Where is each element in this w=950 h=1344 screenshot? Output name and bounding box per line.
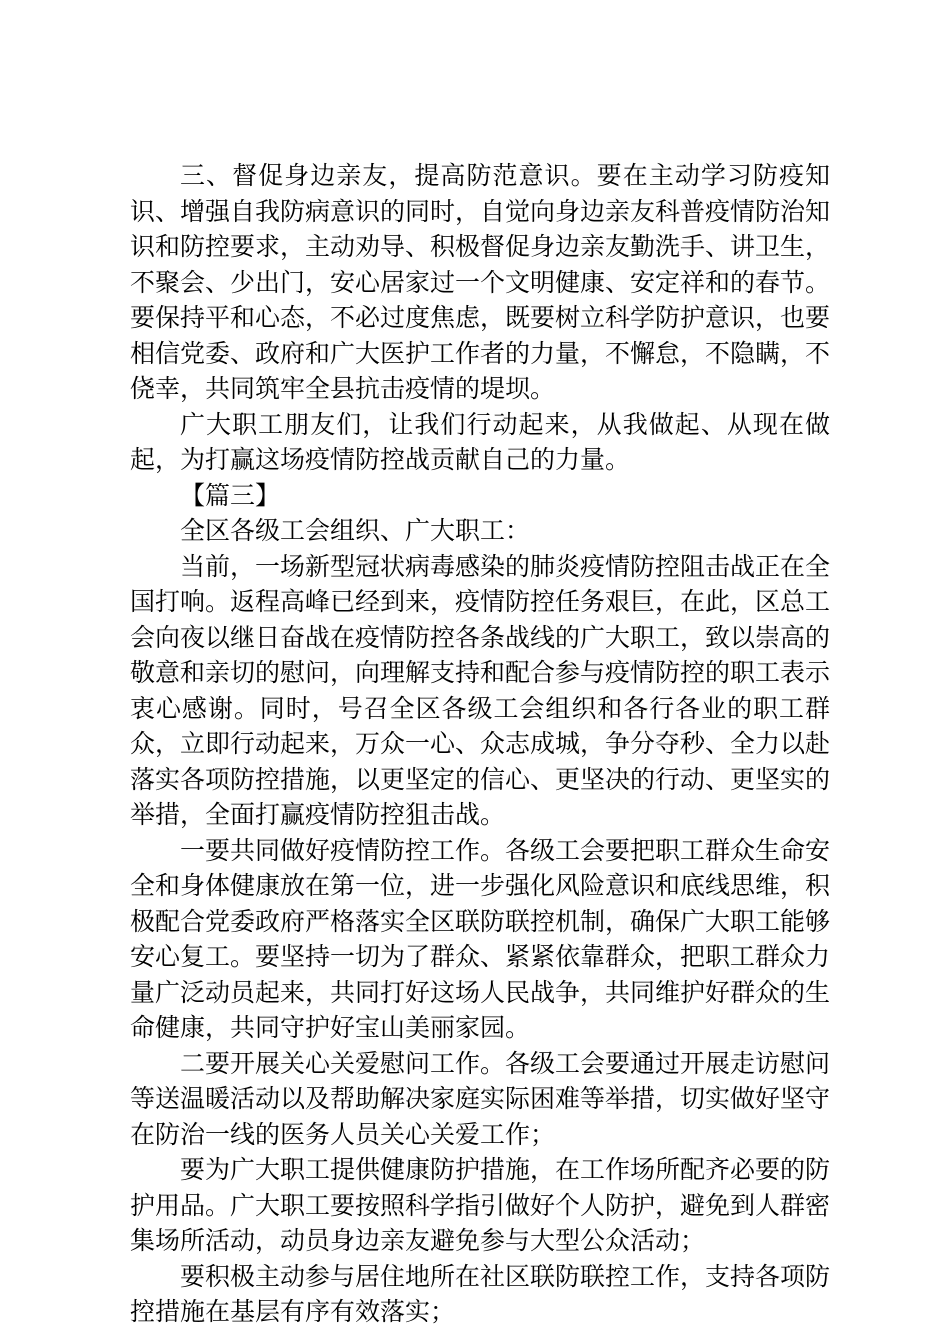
paragraph-protection: 要为广大职工提供健康防护措施，在工作场所配齐必要的防护用品。广大职工要按照科学指引做好个人防护，避免到人群密集场所活动，动员身边亲友避免参与大型公众活动； bbox=[130, 1155, 831, 1255]
paragraph-introduction: 当前，一场新型冠状病毒感染的肺炎疫情防控阻击战正在全国打响。返程高峰已经到来，疫情防控任务艰巨，在此，区总工会向夜以继日奋战在疫情防控各条战线的广大职工，致以崇高的敬意和亲切的慰问，向理解支持和配合参与疫情防控的职工表示衷心感谢。同时，号召全区各级工会组织和各行各业的职工群众，立即行动起来，万众一心、众志成城，争分夺秒、全力以赴落实各项防控措施，以更坚定的信心、更坚决的行动、更坚实的举措，全面打赢疫情防控狙击战。 bbox=[130, 551, 831, 829]
paragraph-point-two: 二要开展关心关爱慰问工作。各级工会要通过开展走访慰问等送温暖活动以及帮助解决家庭实际困难等举措，切实做好坚守在防治一线的医务人员关心关爱工作； bbox=[130, 1048, 831, 1149]
paragraph-point-one: 一要共同做好疫情防控工作。各级工会要把职工群众生命安全和身体健康放在第一位，进一步强化风险意识和底线思维，积极配合党委政府严格落实全区联防联控机制，确保广大职工能够安心复工。要坚持一切为了群众、紧紧依靠群众，把职工群众力量广泛动员起来，共同打好这场人民战争，共同维护好群众的生命健康，共同守护好宝山美丽家园。 bbox=[130, 835, 831, 1042]
paragraph-call-to-action: 广大职工朋友们，让我们行动起来，从我做起、从现在做起，为打赢这场疫情防控战贡献自己的力量。 bbox=[130, 409, 830, 474]
paragraph-awareness: 三、督促身边亲友，提高防范意识。要在主动学习防疫知识、增强自我防病意识的同时，自觉向身边亲友科普疫情防治知识和防控要求，主动劝导、积极督促身边亲友勤洗手、讲卫生，不聚会、少出门，安心居家过一个文明健康、安定祥和的春节。要保持平和心态，不必过度焦虑，既要树立科学防护意识，也要相信党委、政府和广大医护工作者的力量，不懈怠，不隐瞒，不侥幸，共同筑牢全县抗击疫情的堤坝。 bbox=[130, 161, 831, 403]
paragraph-community: 要积极主动参与居住地所在社区联防联控工作，支持各项防控措施在基层有序有效落实； bbox=[130, 1261, 831, 1326]
salutation: 全区各级工会组织、广大职工： bbox=[180, 516, 531, 545]
document-body bbox=[130, 158, 830, 1330]
section-heading: 【篇三】 bbox=[180, 480, 281, 510]
